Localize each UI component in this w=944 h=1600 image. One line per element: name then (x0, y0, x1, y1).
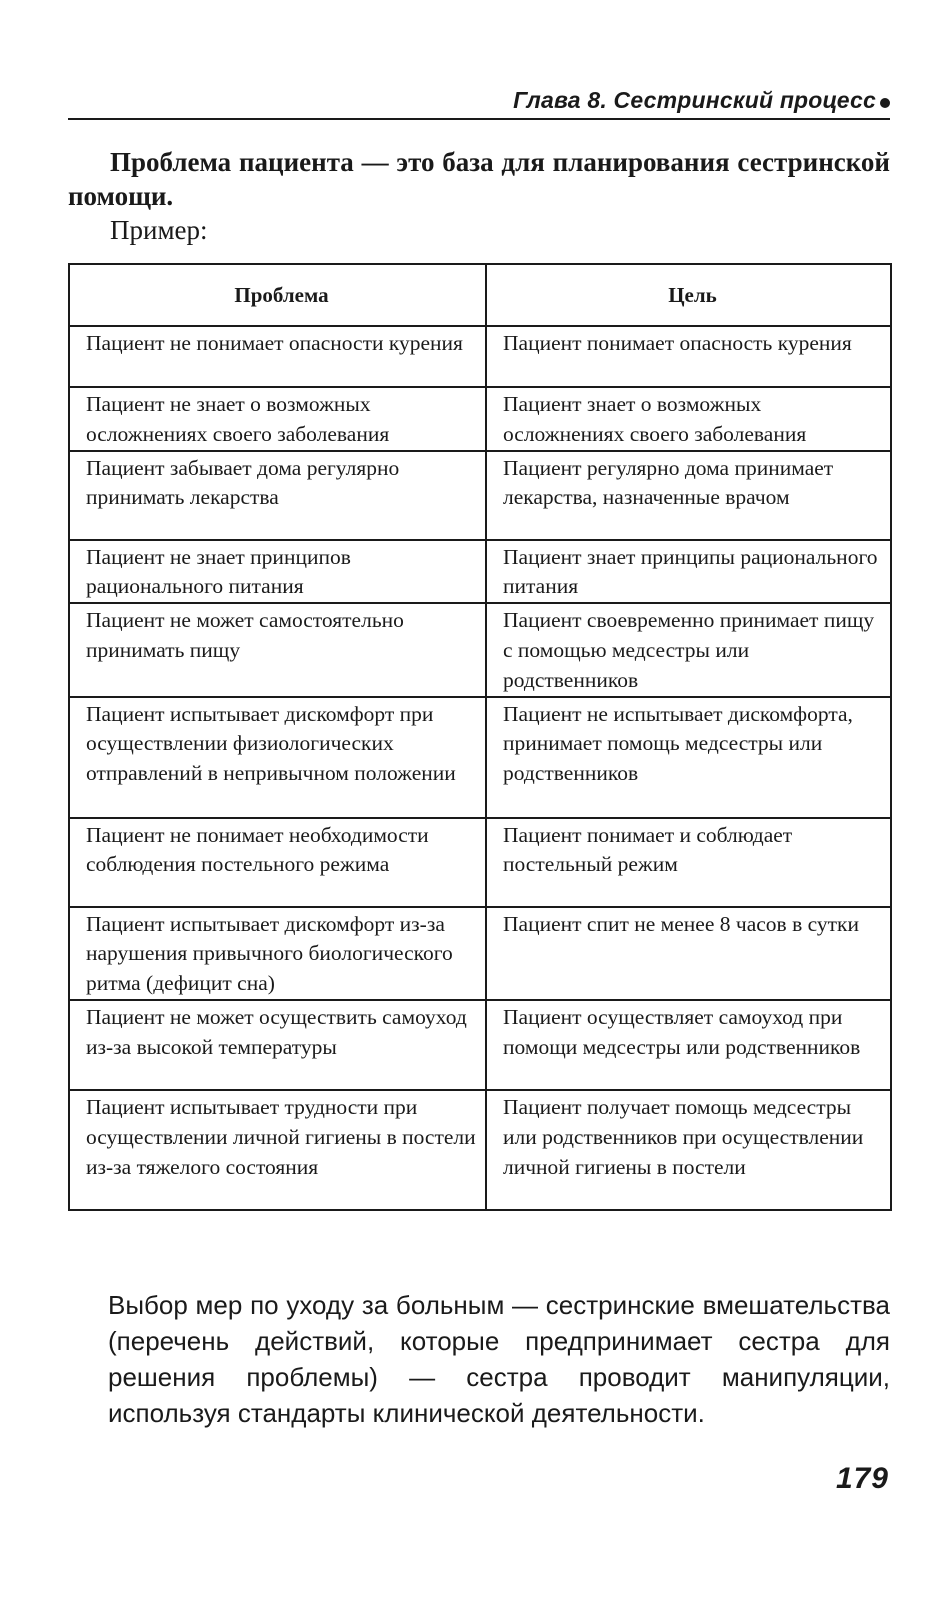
table-row (69, 1000, 891, 1090)
cell-problem: Пациент не может самостоятельно принимать пищу (69, 603, 486, 696)
intro-lead: Проблема пациента — это база для планирования сестринской помощи. (68, 147, 890, 211)
cell-problem: Пациент забывает дома регулярно принимать лекарства (69, 451, 486, 540)
cell-problem: Пациент не понимает опасности курения (69, 326, 486, 387)
cell-goal: Пациент своевременно принимает пищу с помощью медсестры или родственников (486, 603, 891, 696)
cell-problem: Пациент испытывает дискомфорт из-за нарушения привычного биологического ритма (дефицит сна) (69, 907, 486, 1000)
table-row (69, 697, 891, 818)
cell-goal: Пациент понимает опасность курения (486, 326, 891, 387)
header-goal: Цель (486, 264, 891, 326)
table-header-row (69, 264, 891, 326)
running-header (68, 80, 890, 120)
example-label: Пример: (110, 215, 208, 245)
header-problem: Проблема (69, 264, 486, 326)
closing-paragraph: Выбор мер по уходу за больным — сестринские вмешательства (перечень действий, которые предпринимает сестра для решения проблемы) — сестра проводит манипуляции, используя стандарты клинической деятельности. (108, 1290, 890, 1428)
problem-goal-table-wrap (68, 263, 890, 1211)
table-row (69, 387, 891, 451)
intro-section (68, 145, 890, 247)
cell-problem: Пациент испытывает трудности при осуществлении личной гигиены в постели из-за тяжелого состояния (69, 1090, 486, 1210)
cell-goal: Пациент получает помощь медсестры или родственников при осуществлении личной гигиены в постели (486, 1090, 891, 1210)
table-row (69, 540, 891, 604)
table-row (69, 907, 891, 1000)
cell-problem: Пациент не может осуществить самоуход из-за высокой температуры (69, 1000, 486, 1090)
bullet-dot-icon (880, 98, 890, 108)
table-row (69, 603, 891, 696)
cell-goal: Пациент осуществляет самоуход при помощи медсестры или родственников (486, 1000, 891, 1090)
cell-problem: Пациент не понимает необходимости соблюдения постельного режима (69, 818, 486, 907)
table-row (69, 326, 891, 387)
table-row (69, 451, 891, 540)
chapter-title: Глава 8. Сестринский процесс (513, 87, 876, 113)
cell-goal: Пациент понимает и соблюдает постельный режим (486, 818, 891, 907)
problem-goal-table (68, 263, 892, 1211)
cell-problem: Пациент не знает о возможных осложнениях своего заболевания (69, 387, 486, 451)
cell-goal: Пациент знает о возможных осложнениях своего заболевания (486, 387, 891, 451)
cell-goal: Пациент знает принципы рационального питания (486, 540, 891, 604)
cell-goal: Пациент не испытывает дискомфорта, принимает помощь медсестры или родственников (486, 697, 891, 818)
cell-goal: Пациент спит не менее 8 часов в сутки (486, 907, 891, 1000)
table-row (69, 1090, 891, 1210)
table-row (69, 818, 891, 907)
page-number: 179 (835, 1462, 889, 1495)
cell-problem: Пациент не знает принципов рационального питания (69, 540, 486, 604)
cell-goal: Пациент регулярно дома принимает лекарства, назначенные врачом (486, 451, 891, 540)
cell-problem: Пациент испытывает дискомфорт при осуществлении физиологических отправлений в непривычном положении (69, 697, 486, 818)
